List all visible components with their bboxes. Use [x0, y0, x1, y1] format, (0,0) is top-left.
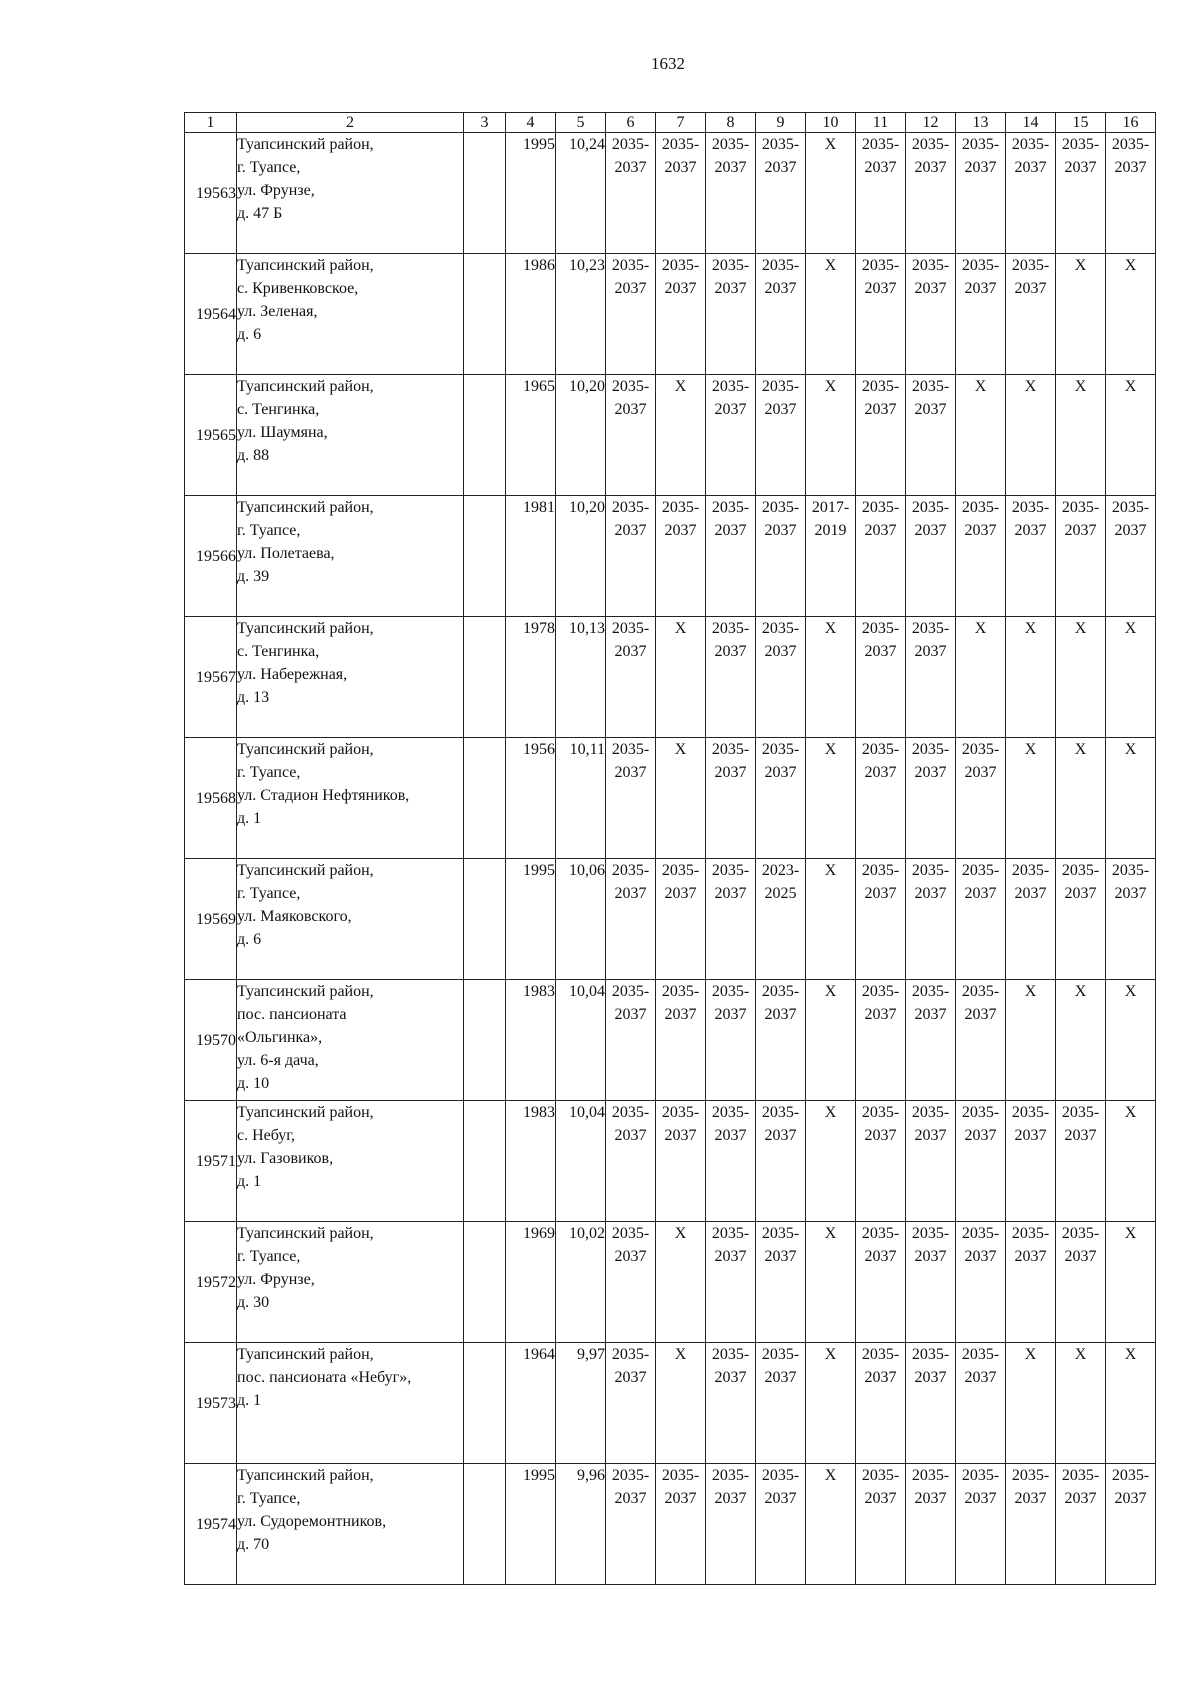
column-number: 10	[806, 113, 856, 133]
column-number-row	[185, 113, 1156, 133]
column-number: 6	[606, 113, 656, 133]
record-number: 19563	[185, 133, 237, 254]
address-line: ул. Маяковского,	[237, 908, 352, 925]
address-line: Туапсинский район,	[237, 620, 374, 637]
period-cell: 2035- 2037	[906, 375, 956, 496]
period-cell: 2035- 2037	[906, 617, 956, 738]
period-cell: X	[956, 617, 1006, 738]
year-cell: 1995	[506, 1464, 556, 1585]
column-3-cell	[464, 1101, 506, 1222]
period-cell: X	[1006, 980, 1056, 1101]
address-cell	[237, 1343, 464, 1464]
column-number: 1	[185, 113, 237, 133]
period-cell: 2035- 2037	[1006, 133, 1056, 254]
value-cell: 10,11	[556, 738, 606, 859]
period-cell: X	[1056, 254, 1106, 375]
address-line: «Ольгинка»,	[237, 1029, 323, 1046]
period-cell: 2035- 2037	[956, 859, 1006, 980]
address-line: пос. пансионата «Небуг»,	[237, 1369, 412, 1386]
address-line: Туапсинский район,	[237, 741, 374, 758]
period-cell: 2035- 2037	[1106, 859, 1156, 980]
period-cell: X	[806, 133, 856, 254]
value-cell: 10,13	[556, 617, 606, 738]
address-line: Туапсинский район,	[237, 499, 374, 516]
address-cell	[237, 1222, 464, 1343]
address-line: Туапсинский район,	[237, 862, 374, 879]
period-cell: 2035- 2037	[706, 254, 756, 375]
period-cell: 2035- 2037	[1056, 1101, 1106, 1222]
column-3-cell	[464, 1222, 506, 1343]
column-3-cell	[464, 496, 506, 617]
table-row	[185, 1464, 1156, 1585]
address-line: с. Тенгинка,	[237, 643, 320, 660]
address-cell	[237, 617, 464, 738]
period-cell: 2035- 2037	[956, 496, 1006, 617]
table-row	[185, 617, 1156, 738]
column-number: 3	[464, 113, 506, 133]
address-line: ул. Фрунзе,	[237, 182, 315, 199]
period-cell: 2035- 2037	[1056, 859, 1106, 980]
address-cell	[237, 1464, 464, 1585]
table-row	[185, 133, 1156, 254]
address-cell	[237, 859, 464, 980]
address-line: д. 1	[237, 810, 262, 827]
period-cell: 2035- 2037	[656, 496, 706, 617]
column-3-cell	[464, 1343, 506, 1464]
period-cell: X	[806, 859, 856, 980]
address-line: ул. Зеленая,	[237, 303, 318, 320]
period-cell: 2035- 2037	[906, 133, 956, 254]
value-cell: 10,23	[556, 254, 606, 375]
table-row	[185, 1222, 1156, 1343]
column-number: 5	[556, 113, 606, 133]
table-row	[185, 375, 1156, 496]
table-row	[185, 496, 1156, 617]
address-line: д. 39	[237, 568, 270, 585]
address-line: с. Кривенковское,	[237, 280, 359, 297]
period-cell: 2035- 2037	[1006, 1464, 1056, 1585]
record-number: 19568	[185, 738, 237, 859]
period-cell: 2035- 2037	[956, 254, 1006, 375]
period-cell: 2017- 2019	[806, 496, 856, 617]
address-cell	[237, 375, 464, 496]
address-line: д. 47 Б	[237, 205, 283, 222]
address-line: г. Туапсе,	[237, 1490, 301, 1507]
period-cell: X	[1006, 617, 1056, 738]
year-cell: 1978	[506, 617, 556, 738]
period-cell: 2035- 2037	[606, 738, 656, 859]
record-number: 19566	[185, 496, 237, 617]
period-cell: X	[656, 375, 706, 496]
address-line: г. Туапсе,	[237, 885, 301, 902]
period-cell: 2035- 2037	[756, 738, 806, 859]
period-cell: 2035- 2037	[606, 1464, 656, 1585]
period-cell: 2035- 2037	[906, 859, 956, 980]
period-cell: 2035- 2037	[1106, 496, 1156, 617]
year-cell: 1995	[506, 133, 556, 254]
address-line: Туапсинский район,	[237, 257, 374, 274]
record-number: 19570	[185, 980, 237, 1101]
value-cell: 10,04	[556, 980, 606, 1101]
period-cell: 2035- 2037	[906, 1343, 956, 1464]
period-cell: 2035- 2037	[956, 1222, 1006, 1343]
period-cell: X	[1106, 738, 1156, 859]
column-number: 9	[756, 113, 806, 133]
address-line: д. 88	[237, 447, 270, 464]
year-cell: 1965	[506, 375, 556, 496]
period-cell: 2035- 2037	[906, 738, 956, 859]
period-cell: X	[656, 1222, 706, 1343]
table-row	[185, 859, 1156, 980]
period-cell: 2035- 2037	[656, 254, 706, 375]
period-cell: 2035- 2037	[756, 1464, 806, 1585]
period-cell: 2035- 2037	[656, 1101, 706, 1222]
period-cell: 2035- 2037	[906, 254, 956, 375]
address-line: д. 10	[237, 1075, 270, 1092]
period-cell: X	[806, 1464, 856, 1585]
period-cell: 2035- 2037	[1106, 133, 1156, 254]
year-cell: 1956	[506, 738, 556, 859]
period-cell: X	[656, 1343, 706, 1464]
address-line: Туапсинский район,	[237, 1467, 374, 1484]
address-line: г. Туапсе,	[237, 764, 301, 781]
period-cell: X	[1106, 1101, 1156, 1222]
period-cell: 2035- 2037	[606, 859, 656, 980]
period-cell: X	[1106, 375, 1156, 496]
period-cell: 2035- 2037	[906, 980, 956, 1101]
address-line: ул. Шаумяна,	[237, 424, 328, 441]
period-cell: X	[1106, 254, 1156, 375]
table-row	[185, 980, 1156, 1101]
table-row	[185, 254, 1156, 375]
period-cell: 2035- 2037	[606, 133, 656, 254]
period-cell: X	[1006, 738, 1056, 859]
record-number: 19574	[185, 1464, 237, 1585]
column-3-cell	[464, 738, 506, 859]
page-number: 1632	[651, 54, 685, 73]
column-number: 13	[956, 113, 1006, 133]
value-cell: 9,96	[556, 1464, 606, 1585]
column-number: 16	[1106, 113, 1156, 133]
address-line: ул. 6-я дача,	[237, 1052, 319, 1069]
table-row	[185, 738, 1156, 859]
period-cell: 2035- 2037	[906, 496, 956, 617]
address-line: ул. Судоремонтников,	[237, 1513, 387, 1530]
record-number: 19567	[185, 617, 237, 738]
address-line: Туапсинский район,	[237, 983, 374, 1000]
period-cell: 2035- 2037	[756, 1101, 806, 1222]
address-cell	[237, 496, 464, 617]
period-cell: 2035- 2037	[606, 980, 656, 1101]
column-number: 12	[906, 113, 956, 133]
year-cell: 1995	[506, 859, 556, 980]
period-cell: X	[956, 375, 1006, 496]
address-line: с. Небуг,	[237, 1127, 296, 1144]
period-cell: X	[1106, 1343, 1156, 1464]
period-cell: 2035- 2037	[856, 1464, 906, 1585]
period-cell: 2035- 2037	[606, 496, 656, 617]
table-row	[185, 1101, 1156, 1222]
value-cell: 10,04	[556, 1101, 606, 1222]
period-cell: 2035- 2037	[706, 1222, 756, 1343]
record-number: 19564	[185, 254, 237, 375]
period-cell: 2035- 2037	[706, 133, 756, 254]
period-cell: 2035- 2037	[1006, 496, 1056, 617]
address-line: с. Тенгинка,	[237, 401, 320, 418]
period-cell: X	[806, 1101, 856, 1222]
value-cell: 10,06	[556, 859, 606, 980]
record-number: 19571	[185, 1101, 237, 1222]
table-row	[185, 1343, 1156, 1464]
period-cell: 2035- 2037	[756, 375, 806, 496]
period-cell: 2035- 2037	[706, 375, 756, 496]
period-cell: X	[1106, 617, 1156, 738]
column-3-cell	[464, 133, 506, 254]
column-3-cell	[464, 859, 506, 980]
value-cell: 10,02	[556, 1222, 606, 1343]
address-line: ул. Полетаева,	[237, 545, 335, 562]
period-cell: X	[1056, 980, 1106, 1101]
period-cell: 2035- 2037	[606, 254, 656, 375]
column-number: 11	[856, 113, 906, 133]
address-line: д. 1	[237, 1392, 262, 1409]
address-line: д. 6	[237, 326, 262, 343]
address-line: ул. Набережная,	[237, 666, 348, 683]
period-cell: 2035- 2037	[606, 1101, 656, 1222]
period-cell: 2035- 2037	[956, 133, 1006, 254]
period-cell: 2035- 2037	[1056, 133, 1106, 254]
period-cell: 2035- 2037	[606, 617, 656, 738]
period-cell: 2035- 2037	[856, 496, 906, 617]
period-cell: 2035- 2037	[856, 1343, 906, 1464]
period-cell: 2035- 2037	[606, 1222, 656, 1343]
period-cell: X	[1056, 375, 1106, 496]
period-cell: 2035- 2037	[706, 496, 756, 617]
period-cell: X	[806, 1343, 856, 1464]
column-number: 8	[706, 113, 756, 133]
period-cell: 2035- 2037	[706, 1343, 756, 1464]
address-line: г. Туапсе,	[237, 1248, 301, 1265]
period-cell: X	[806, 375, 856, 496]
column-number: 15	[1056, 113, 1106, 133]
period-cell: X	[806, 738, 856, 859]
period-cell: 2035- 2037	[1006, 859, 1056, 980]
address-cell	[237, 1101, 464, 1222]
year-cell: 1986	[506, 254, 556, 375]
period-cell: 2035- 2037	[756, 980, 806, 1101]
value-cell: 9,97	[556, 1343, 606, 1464]
address-line: пос. пансионата	[237, 1006, 347, 1023]
period-cell: X	[806, 1222, 856, 1343]
address-line: Туапсинский район,	[237, 1346, 374, 1363]
period-cell: X	[1056, 1343, 1106, 1464]
year-cell: 1964	[506, 1343, 556, 1464]
period-cell: 2035- 2037	[956, 1343, 1006, 1464]
record-number: 19572	[185, 1222, 237, 1343]
column-3-cell	[464, 254, 506, 375]
period-cell: X	[1056, 617, 1106, 738]
period-cell: 2035- 2037	[1006, 1101, 1056, 1222]
period-cell: 2035- 2037	[856, 254, 906, 375]
address-line: Туапсинский район,	[237, 1104, 374, 1121]
address-line: д. 30	[237, 1294, 270, 1311]
year-cell: 1981	[506, 496, 556, 617]
value-cell: 10,20	[556, 375, 606, 496]
period-cell: 2035- 2037	[856, 1222, 906, 1343]
year-cell: 1969	[506, 1222, 556, 1343]
period-cell: 2035- 2037	[606, 375, 656, 496]
period-cell: X	[806, 254, 856, 375]
period-cell: 2035- 2037	[656, 1464, 706, 1585]
period-cell: 2035- 2037	[956, 980, 1006, 1101]
period-cell: 2035- 2037	[1106, 1464, 1156, 1585]
address-line: г. Туапсе,	[237, 522, 301, 539]
period-cell: 2035- 2037	[856, 980, 906, 1101]
period-cell: 2035- 2037	[706, 980, 756, 1101]
column-number: 2	[237, 113, 464, 133]
period-cell: X	[1056, 738, 1106, 859]
column-number: 4	[506, 113, 556, 133]
period-cell: 2035- 2037	[856, 1101, 906, 1222]
period-cell: 2035- 2037	[906, 1222, 956, 1343]
period-cell: 2035- 2037	[706, 738, 756, 859]
address-line: ул. Стадион Нефтяников,	[237, 787, 410, 804]
period-cell: 2035- 2037	[856, 617, 906, 738]
period-cell: X	[1006, 375, 1056, 496]
year-cell: 1983	[506, 980, 556, 1101]
column-3-cell	[464, 1464, 506, 1585]
period-cell: 2035- 2037	[706, 1101, 756, 1222]
column-3-cell	[464, 617, 506, 738]
period-cell: 2035- 2037	[856, 133, 906, 254]
column-number: 14	[1006, 113, 1056, 133]
period-cell: 2035- 2037	[756, 617, 806, 738]
period-cell: 2035- 2037	[706, 1464, 756, 1585]
period-cell: X	[1006, 1343, 1056, 1464]
record-number: 19569	[185, 859, 237, 980]
column-3-cell	[464, 375, 506, 496]
period-cell: 2035- 2037	[856, 375, 906, 496]
address-cell	[237, 133, 464, 254]
period-cell: 2035- 2037	[756, 254, 806, 375]
period-cell: 2035- 2037	[1006, 254, 1056, 375]
housing-register-table	[184, 112, 1156, 1585]
period-cell: 2035- 2037	[856, 859, 906, 980]
period-cell: X	[1106, 1222, 1156, 1343]
period-cell: 2035- 2037	[856, 738, 906, 859]
period-cell: 2035- 2037	[606, 1343, 656, 1464]
period-cell: 2035- 2037	[1056, 1222, 1106, 1343]
address-cell	[237, 738, 464, 859]
record-number: 19565	[185, 375, 237, 496]
period-cell: 2023- 2025	[756, 859, 806, 980]
address-line: Туапсинский район,	[237, 378, 374, 395]
year-cell: 1983	[506, 1101, 556, 1222]
period-cell: X	[806, 980, 856, 1101]
period-cell: 2035- 2037	[656, 133, 706, 254]
period-cell: 2035- 2037	[756, 133, 806, 254]
period-cell: X	[656, 617, 706, 738]
column-3-cell	[464, 980, 506, 1101]
period-cell: 2035- 2037	[956, 738, 1006, 859]
period-cell: 2035- 2037	[906, 1464, 956, 1585]
period-cell: 2035- 2037	[1006, 1222, 1056, 1343]
address-line: д. 6	[237, 931, 262, 948]
address-cell	[237, 254, 464, 375]
address-line: ул. Фрунзе,	[237, 1271, 315, 1288]
address-line: д. 1	[237, 1173, 262, 1190]
address-line: Туапсинский район,	[237, 136, 374, 153]
value-cell: 10,20	[556, 496, 606, 617]
address-line: Туапсинский район,	[237, 1225, 374, 1242]
period-cell: 2035- 2037	[706, 859, 756, 980]
value-cell: 10,24	[556, 133, 606, 254]
address-line: ул. Газовиков,	[237, 1150, 334, 1167]
address-line: д. 70	[237, 1536, 270, 1553]
period-cell: 2035- 2037	[1056, 1464, 1106, 1585]
period-cell: 2035- 2037	[706, 617, 756, 738]
period-cell: 2035- 2037	[1056, 496, 1106, 617]
address-cell	[237, 980, 464, 1101]
address-line: д. 13	[237, 689, 270, 706]
period-cell: X	[656, 738, 706, 859]
record-number: 19573	[185, 1343, 237, 1464]
period-cell: 2035- 2037	[956, 1101, 1006, 1222]
period-cell: 2035- 2037	[756, 1343, 806, 1464]
period-cell: 2035- 2037	[656, 859, 706, 980]
column-number: 7	[656, 113, 706, 133]
period-cell: X	[1106, 980, 1156, 1101]
address-line: г. Туапсе,	[237, 159, 301, 176]
period-cell: 2035- 2037	[756, 496, 806, 617]
period-cell: 2035- 2037	[656, 980, 706, 1101]
period-cell: 2035- 2037	[756, 1222, 806, 1343]
period-cell: 2035- 2037	[956, 1464, 1006, 1585]
period-cell: X	[806, 617, 856, 738]
period-cell: 2035- 2037	[906, 1101, 956, 1222]
